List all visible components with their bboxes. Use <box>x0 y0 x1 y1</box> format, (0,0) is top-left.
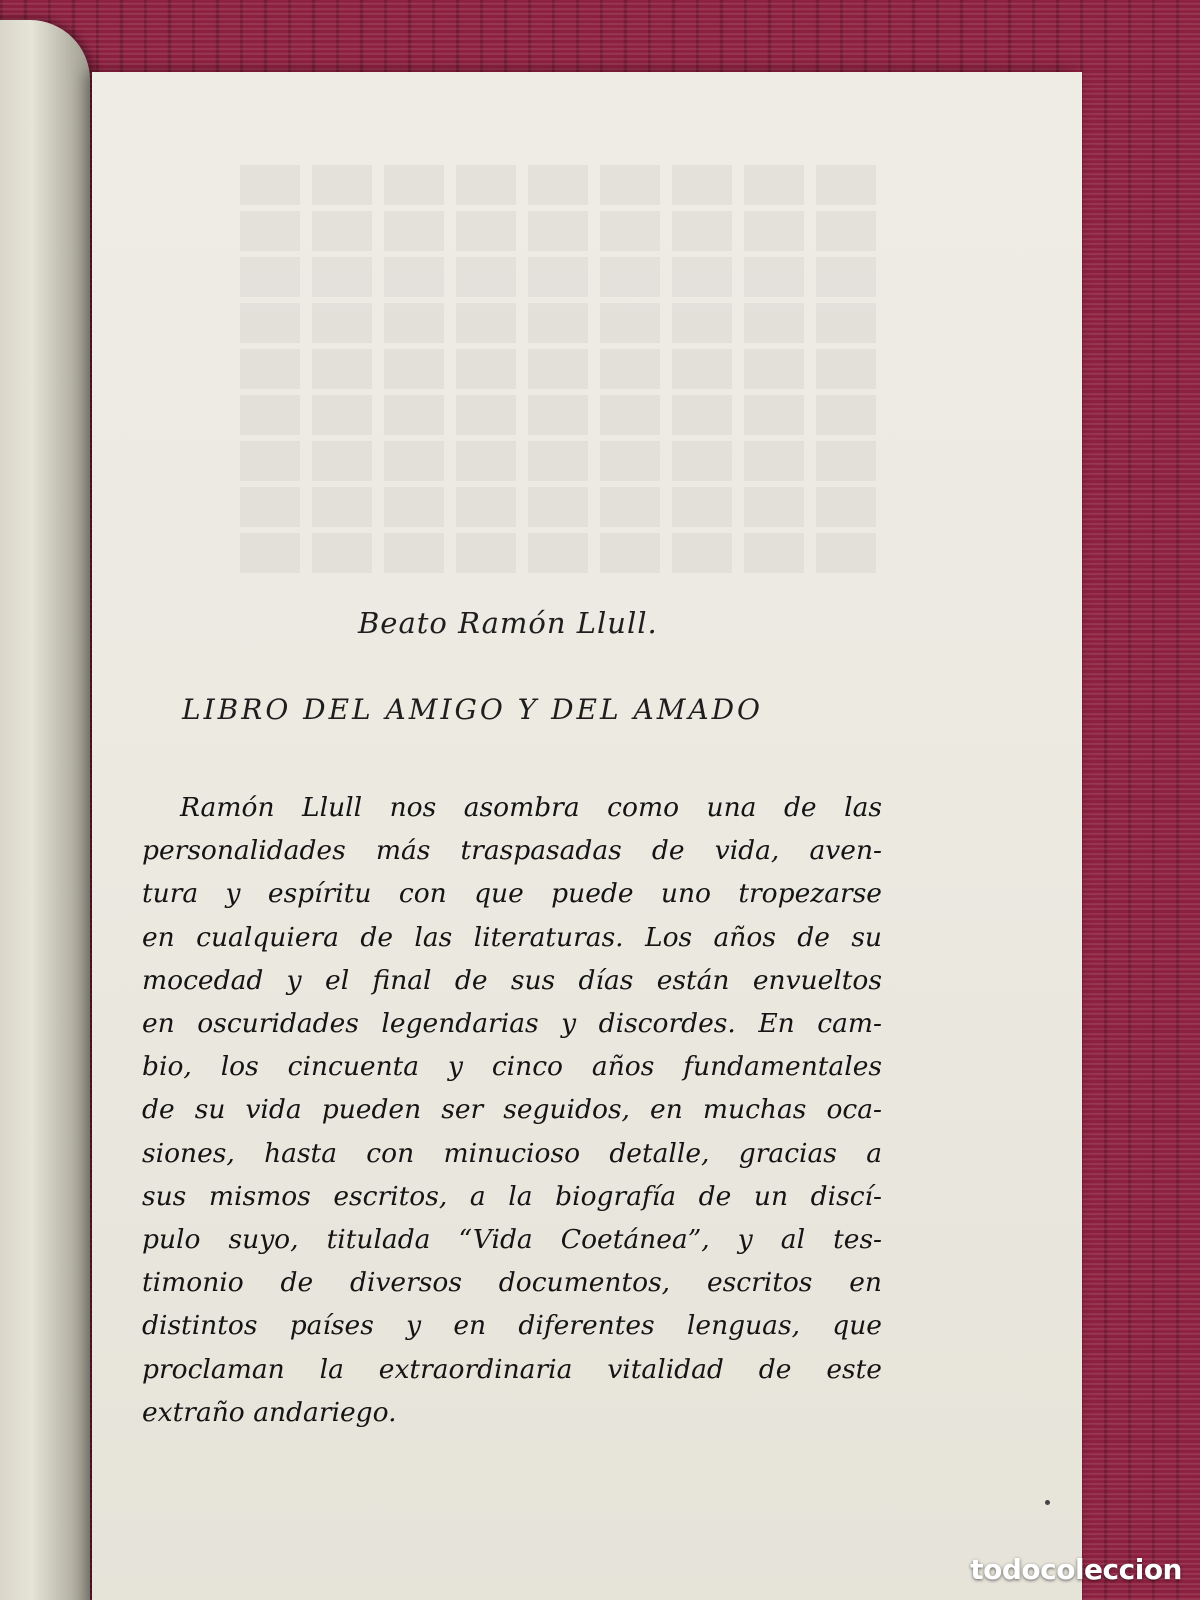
paragraph-line: sus mismos escritos, a la biografía de un discí- <box>142 1180 882 1212</box>
paragraph-line: timonio de diversos documentos, escritos en <box>142 1267 882 1299</box>
paragraph-line: proclaman la extraordinaria vitalidad de este <box>142 1353 882 1385</box>
facing-page-edge <box>0 20 90 1600</box>
book-title: LIBRO DEL AMIGO Y DEL AMADO <box>182 693 764 726</box>
paragraph-line: pulo suyo, titulada “Vida Coetánea”, y al tes- <box>142 1224 882 1256</box>
intro-paragraph <box>142 786 882 1434</box>
paragraph-line: mocedad y el final de sus días están envueltos <box>142 964 882 996</box>
paragraph-line: en cualquiera de las literaturas. Los años de su <box>142 921 882 953</box>
paragraph-line: Ramón Llull nos asombra como una de las <box>180 792 882 823</box>
site-watermark: todocoleccion <box>970 1553 1182 1586</box>
paragraph-line: extraño andariego. <box>142 1396 397 1428</box>
author-heading: Beato Ramón Llull. <box>358 606 658 640</box>
page-mark <box>1045 1500 1050 1505</box>
paragraph-line: de su vida pueden ser seguidos, en muchas oca- <box>142 1094 882 1126</box>
paragraph-line: tura y espíritu con que puede uno tropezarse <box>142 878 882 910</box>
paragraph-line: en oscuridades legendarias y discordes. En cam- <box>142 1008 882 1040</box>
paragraph-line: bio, los cincuenta y cinco años fundamentales <box>142 1051 882 1083</box>
paragraph-line: distintos países y en diferentes lenguas, que <box>142 1310 882 1342</box>
paragraph-line: personalidades más traspasadas de vida, aven- <box>142 835 882 867</box>
paragraph-line: siones, hasta con minucioso detalle, gracias a <box>142 1137 882 1169</box>
